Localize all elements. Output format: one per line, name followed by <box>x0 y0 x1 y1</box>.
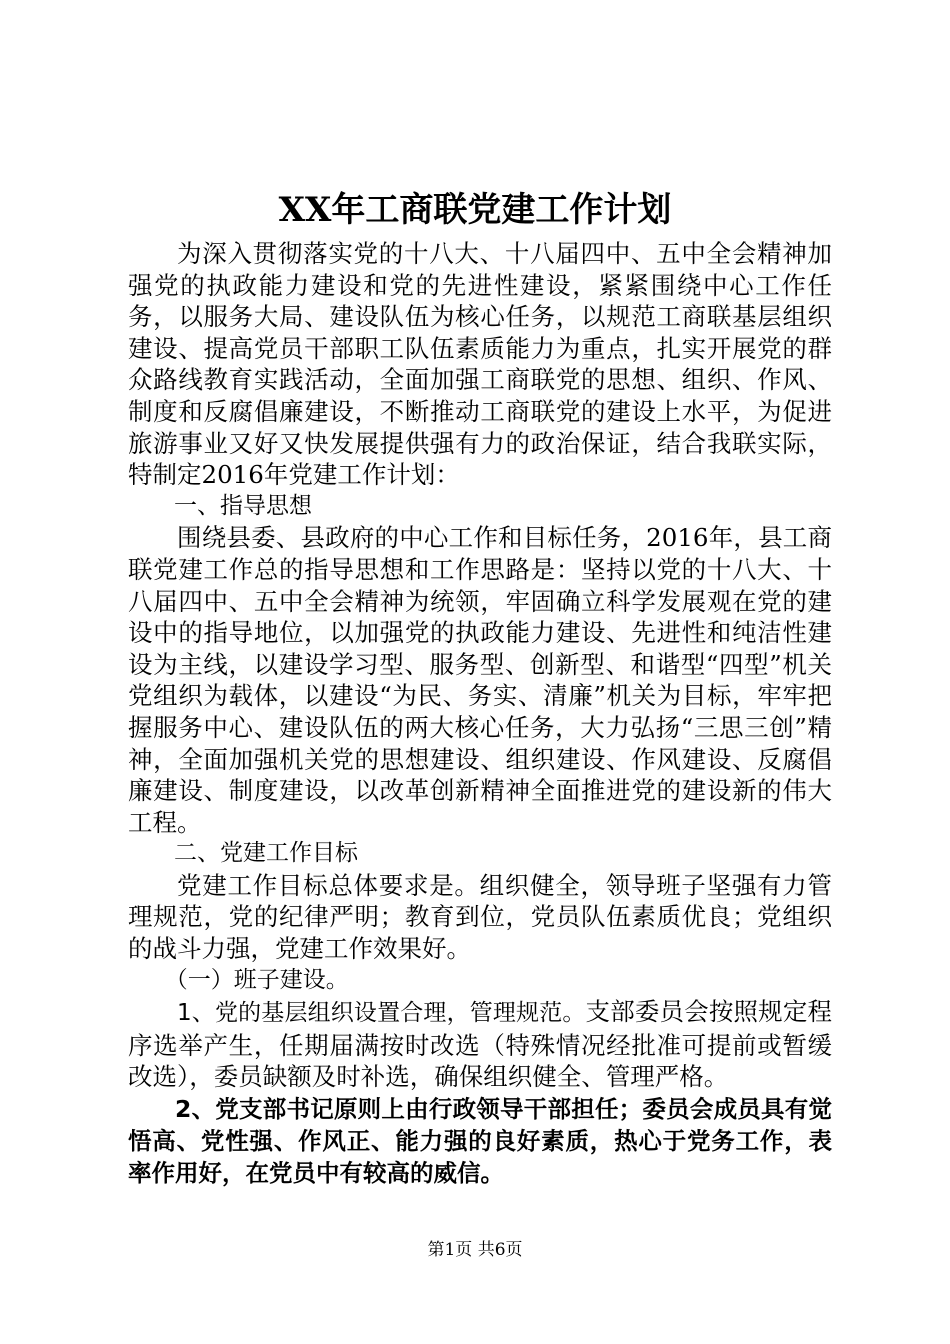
page-number-footer: 第1页 共6页 <box>427 1240 523 1260</box>
section-heading-work-goals: 二、党建工作目标 <box>174 840 358 867</box>
item-2-paragraph: 2、党支部书记原则上由行政领导干部担任；委员会成员具有觉悟高、党性强、作风正、能力强的良好素质，热心于党务工作，表率作用好，在党员中有较高的威信。 <box>128 1095 832 1188</box>
subsection-heading-team-building: （一）班子建设。 <box>164 966 349 993</box>
work-goals-paragraph: 党建工作目标总体要求是。组织健全，领导班子坚强有力管理规范，党的纪律严明；教育到位，党员队伍素质优良；党组织的战斗力强，党建工作效果好。 <box>128 870 832 964</box>
section-heading-guiding-thought: 一、指导思想 <box>174 492 312 519</box>
item-1-paragraph <box>128 996 832 1093</box>
guiding-thought-paragraph: 围绕县委、县政府的中心工作和目标任务，2016年，县工商联党建工作总的指导思想和工作思路是：坚持以党的十八大、十八届四中、五中全会精神为统领，牢固确立科学发展观在党的建设中的指导地位，以加强党的执政能力建设、先进性和纯洁性建设为主线，以建设学习型、服务型、创新型、和谐型“四型”机关党组织为载体，以建设“为民、务实、清廉”机关为目标，牢牢把握服务中心、建设队伍的两大核心任务，大力弘扬“三思三创”精神，全面加强机关党的思想建设、组织建设、作风建设、反腐倡廉建设、制度建设，以改革创新精神全面推进党的建设新的伟大工程。 <box>128 523 832 837</box>
document-body <box>128 238 832 1189</box>
item-1-lead: 1、党的基层组织设置合理，管理规范。 <box>177 1000 586 1027</box>
item-1-text: 支部委员会按照规定程序选举产生，任期届满按时改选（特殊情况经批准可提前或暂缓改选），委员缺额及时补选，确保组织健全、管理严格。 <box>128 997 832 1092</box>
document-title: XX年工商联党建工作计划 <box>278 190 672 230</box>
intro-paragraph: 为深入贯彻落实党的十八大、十八届四中、五中全会精神加强党的执政能力建设和党的先进性建设，紧紧围绕中心工作任务，以服务大局、建设队伍为核心任务，以规范工商联基层组织建设、提高党员干部职工队伍素质能力为重点，扎实开展党的群众路线教育实践活动，全面加强工商联党的思想、组织、作风、制度和反腐倡廉建设，不断推动工商联党的建设上水平，为促进旅游事业又好又快发展提供强有力的政治保证，结合我联实际，特制定2016年党建工作计划： <box>128 239 832 490</box>
